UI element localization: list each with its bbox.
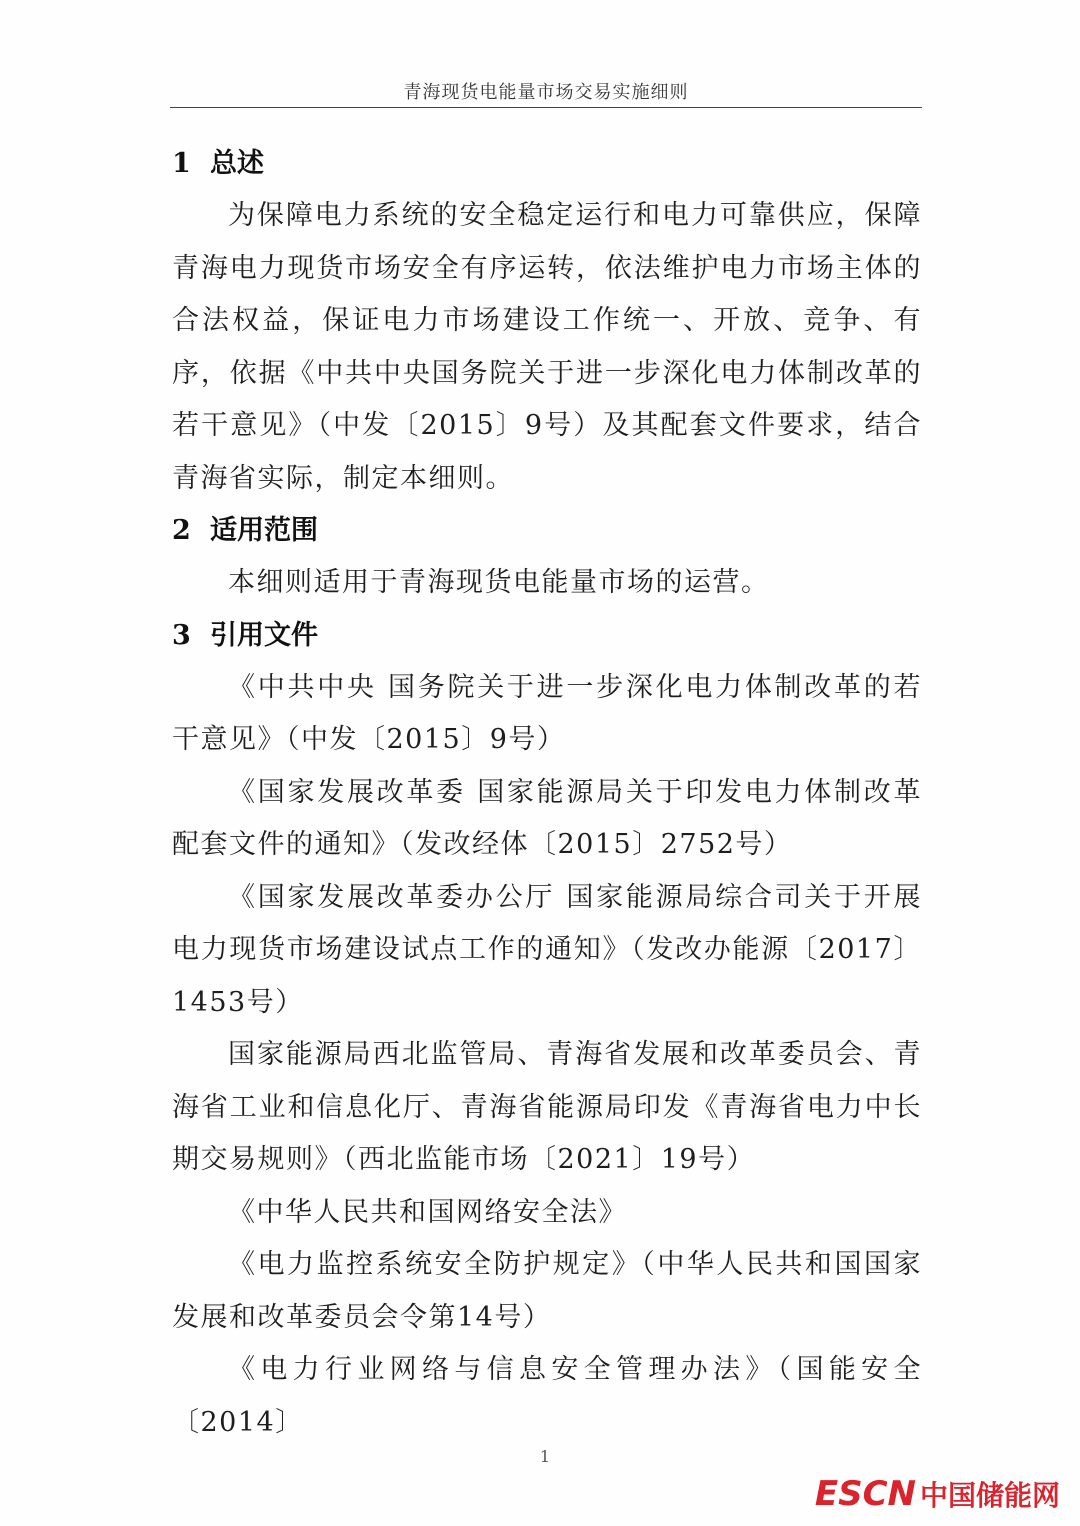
page-number: 1 [539, 1447, 551, 1466]
section-title: 引用文件 [210, 619, 318, 651]
paragraph: 本细则适用于青海现货电能量市场的运营。 [228, 567, 770, 598]
section-heading-overview [172, 138, 922, 190]
reference-item: 《国家发展改革委办公厅 国家能源局综合司关于开展电力现货市场建设试点工作的通知》（发改办能源〔2017〕1453号） [172, 881, 922, 1018]
reference-item: 《中共中央 国务院关于进一步深化电力体制改革的若干意见》（中发〔2015〕9号） [172, 671, 922, 755]
section-heading-references [172, 610, 922, 662]
reference-item: 《电力行业网络与信息安全管理办法》（国能安全〔2014〕 [172, 1354, 922, 1438]
document-body [172, 138, 922, 1449]
reference-item: 国家能源局西北监管局、青海省发展和改革委员会、青海省工业和信息化厅、青海省能源局印发《青海省电力中长期交易规则》（西北监能市场〔2021〕19号） [172, 1039, 922, 1175]
reference-item: 《中华人民共和国网络安全法》 [228, 1196, 627, 1228]
section-number: 2 [172, 515, 191, 546]
watermark-name: 中国储能网 [919, 1479, 1060, 1512]
section-number: 1 [172, 148, 191, 179]
header-rule [170, 107, 922, 108]
reference-item: 《国家发展改革委 国家能源局关于印发电力体制改革配套文件的通知》（发改经体〔2015〕2752号） [172, 776, 922, 860]
running-header: 青海现货电能量市场交易实施细则 [403, 82, 689, 103]
section-heading-scope [172, 505, 922, 557]
section-title: 总述 [210, 148, 264, 179]
watermark-brand: ESCN [814, 1474, 916, 1514]
escn-watermark-logo [815, 1474, 1060, 1514]
reference-item: 《电力监控系统安全防护规定》（中华人民共和国国家发展和改革委员会令第14号） [172, 1249, 922, 1333]
section-number: 3 [172, 619, 191, 651]
paragraph: 为保障电力系统的安全稳定运行和电力可靠供应，保障青海电力现货市场安全有序运转，依法维护电力市场主体的合法权益，保证电力市场建设工作统一、开放、竞争、有序，依据《中共中央国务院关于进一步深化电力体制改革的若干意见》（中发〔2015〕9号）及其配套文件要求，结合青海省实际，制定本细则。 [172, 200, 922, 494]
section-title: 适用范围 [210, 515, 318, 546]
